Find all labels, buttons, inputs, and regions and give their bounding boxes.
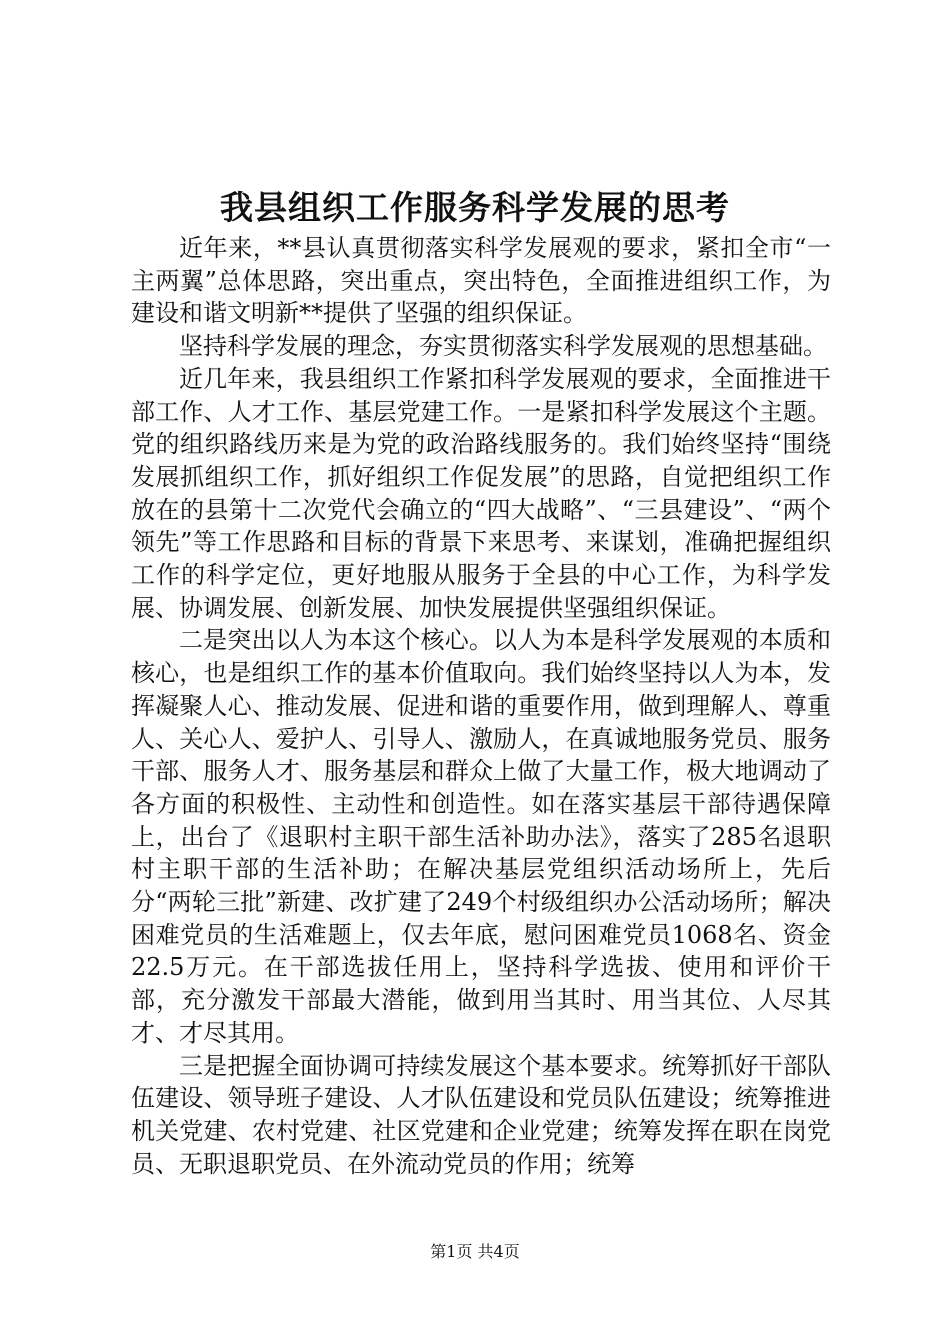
paragraph: 近年来，**县认真贯彻落实科学发展观的要求，紧扣全市“一主两翼”总体思路，突出重点，突出特色，全面推进组织工作，为建设和谐文明新**提供了坚强的组织保证。 <box>131 234 831 328</box>
paragraph: 近几年来，我县组织工作紧扣科学发展观的要求，全面推进干部工作、人才工作、基层党建工作。一是紧扣科学发展这个主题。党的组织路线历来是为党的政治路线服务的。我们始终坚持“围绕发展抓组织工作，抓好组织工作促发展”的思路，自觉把组织工作放在的县第十二次党代会确立的“四大战略”、“三县建设”、“两个领先”等工作思路和目标的背景下来思考、来谋划，准确把握组织工作的科学定位，更好地服从服务于全县的中心工作，为科学发展、协调发展、创新发展、加快发展提供坚强组织保证。 <box>131 364 831 622</box>
paragraph: 三是把握全面协调可持续发展这个基本要求。统筹抓好干部队伍建设、领导班子建设、人才队伍建设和党员队伍建设；统筹推进机关党建、农村党建、社区党建和企业党建；统筹发挥在职在岗党员、无职退职党员、在外流动党员的作用；统筹 <box>131 1051 831 1178</box>
paragraph: 二是突出以人为本这个核心。以人为本是科学发展观的本质和核心，也是组织工作的基本价值取向。我们始终坚持以人为本，发挥凝聚人心、推动发展、促进和谐的重要作用，做到理解人、尊重人、关心人、爱护人、引导人、激励人，在真诚地服务党员、服务干部、服务人才、服务基层和群众上做了大量工作，极大地调动了各方面的积极性、主动性和创造性。如在落实基层干部待遇保障上，出台了《退职村主职干部生活补助办法》，落实了285名退职村主职干部的生活补助；在解决基层党组织活动场所上，先后分“两轮三批”新建、改扩建了249个村级组织办公活动场所；解决困难党员的生活难题上，仅去年底，慰问困难党员1068名、资金22.5万元。在干部选拔任用上，坚持科学选拔、使用和评价干部，充分激发干部最大潜能，做到用当其时、用当其位、人尽其才、才尽其用。 <box>131 626 831 1047</box>
page-number-footer: 第1页 共4页 <box>430 1242 520 1261</box>
document-title: 我县组织工作服务科学发展的思考 <box>220 188 730 227</box>
document-body <box>131 232 831 1180</box>
paragraph: 坚持科学发展的理念，夯实贯彻落实科学发展观的思想基础。 <box>179 332 827 361</box>
